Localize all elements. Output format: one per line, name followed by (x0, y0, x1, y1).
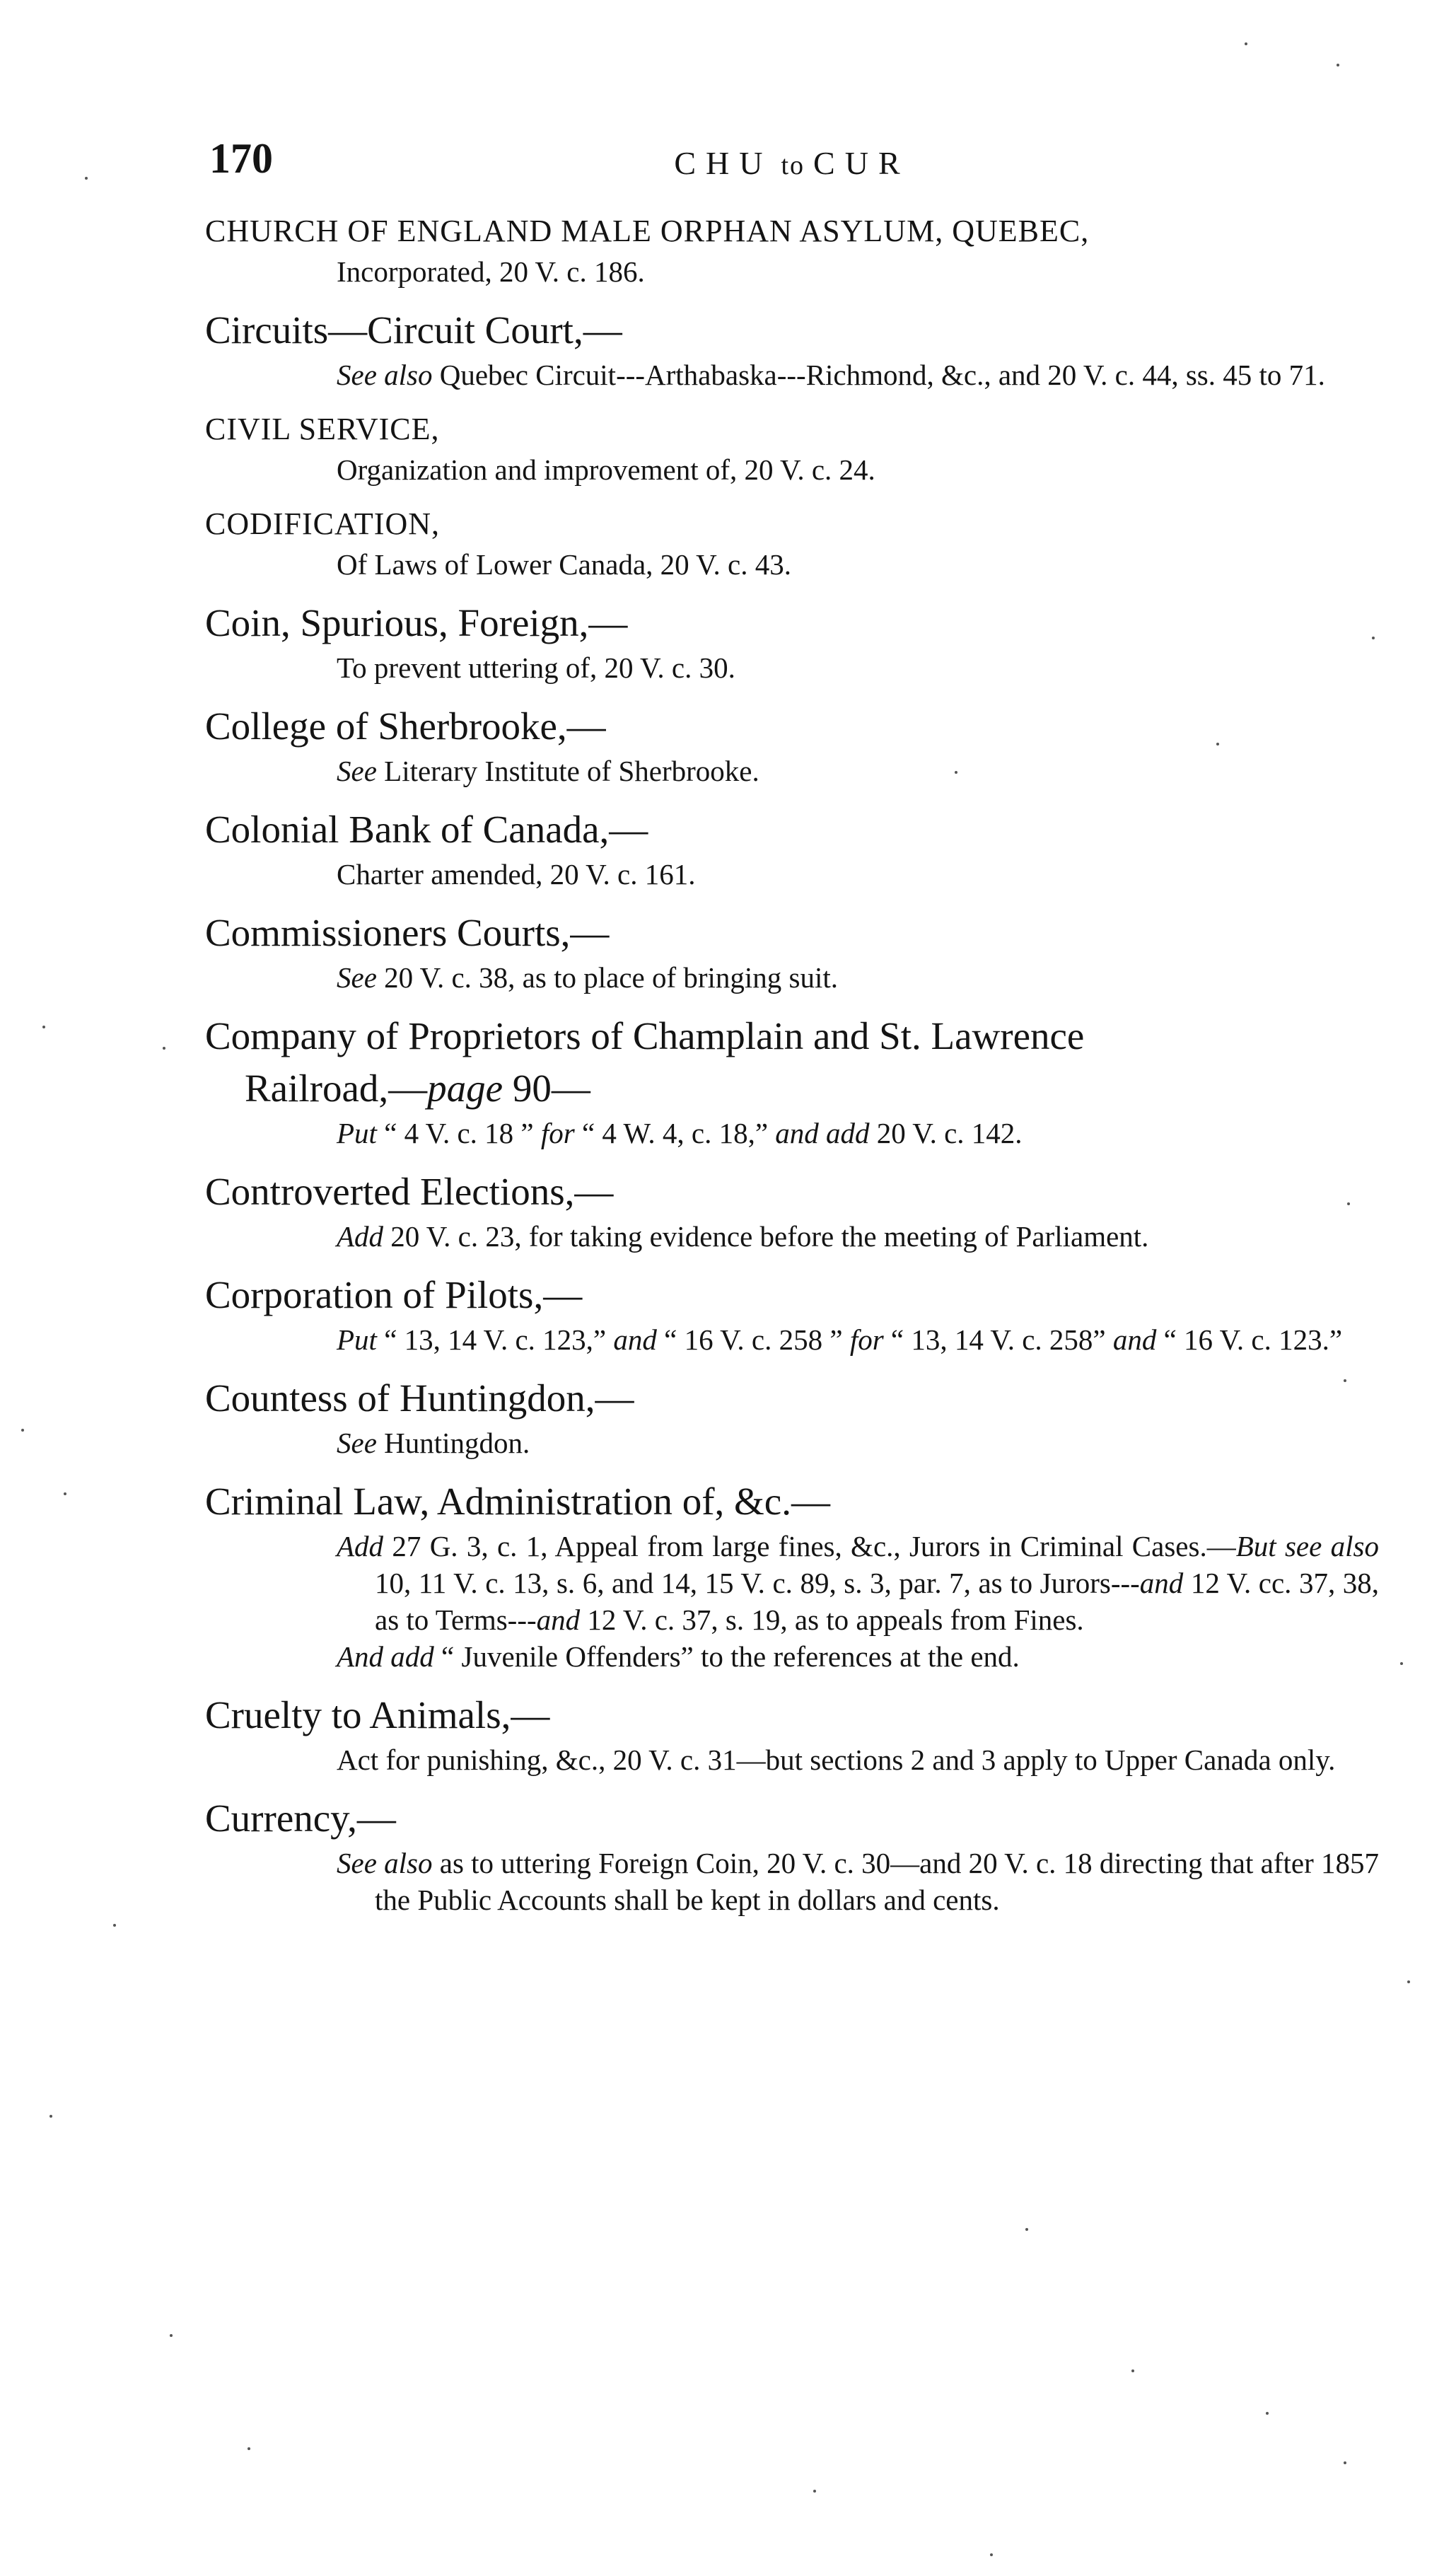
paper-speck (1337, 64, 1339, 66)
entry-text: See also Quebec Circuit---Arthabaska---Richmond, &c., and 20 V. c. 44, ss. 45 to 71. (337, 359, 1325, 391)
paper-speck (955, 771, 957, 774)
index-entry (205, 907, 1379, 996)
entry-body (243, 856, 1379, 893)
entry-body (243, 1528, 1379, 1675)
index-entry (205, 700, 1379, 789)
paper-speck (1216, 743, 1219, 745)
index-entry (205, 304, 1379, 393)
entry-heading: Criminal Law, Administration of, &c.— (205, 1480, 830, 1523)
paper-speck (248, 2447, 250, 2450)
entry-body (243, 1218, 1379, 1255)
entry-text: Add 27 G. 3, c. 1, Appeal from large fines, &c., Jurors in Criminal Cases.—But see also 10, 11 V. c. 13, s. 6, and 14, 15 V. c. 89, s. 3, par. 7, as to Jurors---and 12 V. cc. 37, 38, as to Terms---and 12 V. c. 37, s. 19, as to appeals from Fines. (337, 1530, 1379, 1636)
index-entry (205, 597, 1379, 686)
paper-speck (1372, 637, 1375, 639)
entry-text: Put “ 4 V. c. 18 ” for “ 4 W. 4, c. 18,” and add 20 V. c. 142. (337, 1117, 1023, 1149)
entry-heading: College of Sherbrooke,— (205, 704, 606, 748)
entry-body (243, 1321, 1379, 1358)
paper-speck (1266, 2412, 1269, 2415)
entry-text: Organization and improvement of, 20 V. c. 24. (337, 453, 875, 486)
index-entry (205, 1689, 1379, 1778)
entry-text: See Huntingdon. (337, 1427, 530, 1459)
paper-speck (1245, 42, 1247, 45)
entry-text: Charter amended, 20 V. c. 161. (337, 858, 696, 890)
paper-speck (170, 2334, 173, 2337)
entry-body (243, 1741, 1379, 1778)
entry-heading: Coin, Spurious, Foreign,— (205, 601, 628, 644)
paper-speck (50, 2115, 52, 2118)
entry-heading-continuation: Railroad,—page 90— (245, 1067, 590, 1110)
entry-text: Put “ 13, 14 V. c. 123,” and “ 16 V. c. 258 ” for “ 13, 14 V. c. 258” and “ 16 V. c. 123.” (337, 1323, 1343, 1356)
paper-speck (1344, 1379, 1346, 1382)
entry-heading: CODIFICATION, (205, 506, 440, 541)
entry-text: See Literary Institute of Sherbrooke. (337, 755, 759, 787)
entry-body (243, 1425, 1379, 1461)
entry-heading: Cruelty to Animals,— (205, 1693, 550, 1736)
entry-body (243, 451, 1379, 488)
paper-speck (1344, 2461, 1346, 2464)
entry-text: See 20 V. c. 38, as to place of bringing suit. (337, 961, 839, 994)
entry-heading: Circuits—Circuit Court,— (205, 308, 622, 352)
entry-heading: Company of Proprietors of Champlain and St. Lawrence Railroad,—page 90— (205, 1010, 1379, 1115)
index-entry (205, 502, 1379, 583)
paper-speck (813, 2490, 816, 2493)
paper-speck (1025, 2228, 1028, 2231)
paper-speck (1407, 1980, 1410, 1983)
paper-speck (113, 1924, 116, 1927)
running-head-to: to (781, 151, 805, 180)
running-head (205, 144, 1379, 182)
entry-text: To prevent uttering of, 20 V. c. 30. (337, 651, 735, 684)
entry-text: Incorporated, 20 V. c. 186. (337, 255, 645, 288)
entry-heading: CHURCH OF ENGLAND MALE ORPHAN ASYLUM, QUEBEC, (205, 214, 1090, 248)
index-entry (205, 209, 1379, 290)
entry-heading: Controverted Elections,— (205, 1170, 614, 1213)
entry-text: Of Laws of Lower Canada, 20 V. c. 43. (337, 548, 791, 581)
index-entry (205, 1372, 1379, 1461)
paper-speck (85, 177, 88, 180)
entry-text: And add “ Juvenile Offenders” to the references at the end. (337, 1640, 1020, 1673)
entry-body (243, 546, 1379, 583)
entry-body (243, 356, 1379, 393)
entry-body (243, 1115, 1379, 1151)
index-entry (205, 1010, 1379, 1151)
entry-body (243, 649, 1379, 686)
paper-speck (1400, 1662, 1403, 1665)
index-entry (205, 407, 1379, 488)
entry-body (243, 253, 1379, 290)
entry-heading: Colonial Bank of Canada,— (205, 808, 648, 851)
entry-heading: Countess of Huntingdon,— (205, 1376, 634, 1420)
paper-speck (163, 1047, 165, 1050)
index-entry (205, 803, 1379, 893)
paper-speck (42, 1026, 45, 1028)
page-header (205, 134, 1379, 191)
page-number: 170 (209, 135, 273, 182)
index-entry (205, 1166, 1379, 1255)
running-head-right: CUR (813, 145, 910, 181)
entry-body (243, 753, 1379, 789)
paper-speck (21, 1429, 24, 1432)
paper-speck (990, 2553, 993, 2556)
paper-speck (1131, 2369, 1134, 2372)
entry-body (243, 959, 1379, 996)
paper-speck (64, 1492, 66, 1495)
entry-heading: Currency,— (205, 1797, 396, 1840)
entry-heading: Corporation of Pilots,— (205, 1273, 583, 1316)
index-entry (205, 1792, 1379, 1918)
index-page (205, 134, 1379, 1932)
index-entry (205, 1269, 1379, 1358)
entry-body (243, 1845, 1379, 1918)
entry-heading: Commissioners Courts,— (205, 911, 610, 954)
paper-speck (1347, 1202, 1350, 1205)
index-entries (205, 209, 1379, 1918)
index-entry (205, 1475, 1379, 1675)
entry-text: Act for punishing, &c., 20 V. c. 31—but sections 2 and 3 apply to Upper Canada only. (337, 1744, 1336, 1776)
entry-text: See also as to uttering Foreign Coin, 20 V. c. 30—and 20 V. c. 18 directing that after 1857 the Public Accounts shall be kept in dollars and cents. (337, 1847, 1379, 1916)
entry-text: Add 20 V. c. 23, for taking evidence before the meeting of Parliament. (337, 1220, 1149, 1253)
entry-heading: CIVIL SERVICE, (205, 412, 440, 446)
running-head-left: CHU (674, 145, 773, 181)
